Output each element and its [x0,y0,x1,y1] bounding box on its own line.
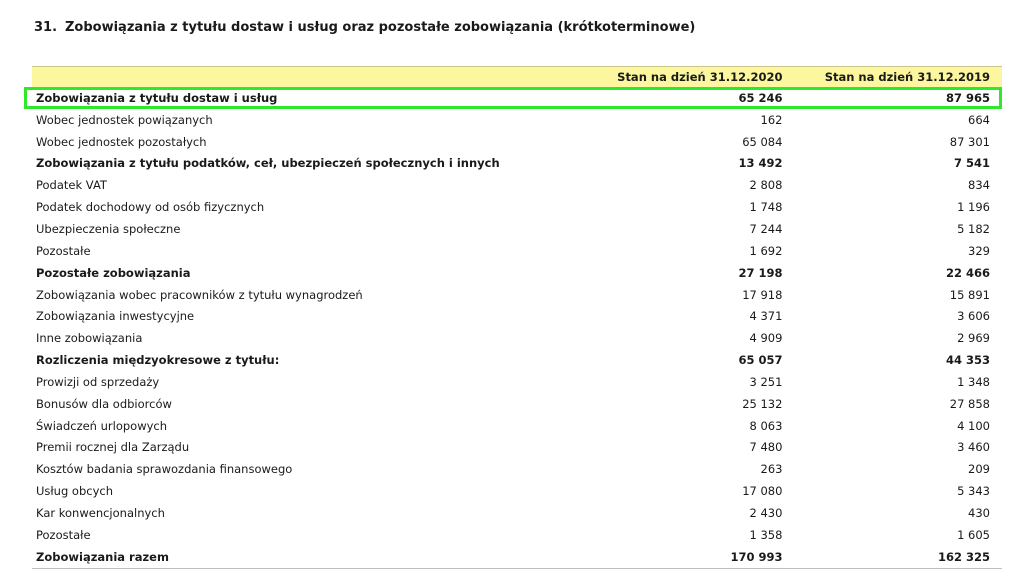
value-2019: 664 [968,112,990,127]
value-2020: 27 198 [738,265,783,280]
value-2020: 65 084 [742,134,783,149]
table-row [32,371,1002,393]
table-row [32,131,1002,153]
value-2020: 17 918 [742,287,783,302]
value-2020: 2 430 [749,505,783,520]
value-2019: 2 969 [957,331,990,346]
table-row [32,393,1002,415]
liabilities-table [32,66,1002,569]
note-heading [34,20,695,35]
value-2020: 162 [760,112,783,127]
row-label: Świadczeń urlopowych [36,418,168,433]
row-label: Wobec jednostek powiązanych [36,112,213,127]
value-2020: 4 909 [749,331,783,346]
value-2020: 13 492 [738,156,783,171]
value-2019: 3 460 [957,440,990,455]
table-row [32,349,1002,371]
value-2019: 834 [968,178,990,193]
table-row [32,196,1002,218]
note-number: 31. [34,20,58,35]
value-2020: 4 371 [749,309,783,324]
row-label: Zobowiązania inwestycyjne [36,309,195,324]
table-row [32,415,1002,437]
note-title: Zobowiązania z tytułu dostaw i usług oraz pozostałe zobowiązania (krótkoterminowe) [65,20,696,35]
row-label: Zobowiązania z tytułu podatków, ceł, ubezpieczeń społecznych i innych [36,156,500,171]
table-row [32,284,1002,306]
value-2020: 3 251 [749,374,783,389]
row-label: Zobowiązania razem [32,546,609,568]
value-2020: 1 692 [749,243,783,258]
row-label: Zobowiązania z tytułu dostaw i usług [36,90,278,105]
row-label: Podatek dochodowy od osób fizycznych [36,200,265,215]
table-row [32,437,1002,459]
value-2020: 65 057 [738,353,783,368]
table-row [32,240,1002,262]
row-label: Bonusów dla odbiorców [36,396,172,411]
value-2019: 1 605 [957,527,990,542]
table-row [32,502,1002,524]
value-2019: 4 100 [957,418,990,433]
value-2020: 170 993 [609,546,787,568]
row-label: Inne zobowiązania [36,331,143,346]
value-2019: 1 196 [957,200,990,215]
row-label: Pozostałe [36,527,91,542]
table-row [32,262,1002,284]
value-2019: 329 [968,243,990,258]
row-label: Ubezpieczenia społeczne [36,221,181,236]
table-row [32,153,1002,175]
row-label: Pozostałe [36,243,91,258]
value-2020: 1 748 [749,200,783,215]
value-2019: 22 466 [945,265,990,280]
value-2019: 87 301 [949,134,990,149]
row-label: Usług obcych [36,484,113,499]
row-label: Kosztów badania sprawozdania finansowego [36,462,293,477]
value-2019: 44 353 [945,353,990,368]
value-2019: 162 325 [786,546,1002,568]
value-2019: 15 891 [949,287,990,302]
value-2020: 25 132 [742,396,783,411]
value-2019: 430 [968,505,990,520]
value-2020: 7 244 [749,221,783,236]
value-2019: 5 343 [957,484,990,499]
table-row [32,524,1002,546]
value-2020: 8 063 [749,418,783,433]
value-2020: 17 080 [742,484,783,499]
value-2019: 87 965 [945,90,990,105]
value-2019: 5 182 [957,221,990,236]
table-row [32,458,1002,480]
row-label: Wobec jednostek pozostałych [36,134,207,149]
row-label: Pozostałe zobowiązania [36,265,191,280]
table-row [32,305,1002,327]
value-2020: 65 246 [738,90,783,105]
value-2019: 7 541 [953,156,990,171]
table-row [32,327,1002,349]
row-label: Kar konwencjonalnych [36,505,165,520]
row-label: Podatek VAT [36,178,107,193]
header-label-cell [32,67,609,88]
table-row [32,174,1002,196]
table-header-row [32,67,1002,88]
value-2019: 1 348 [957,374,990,389]
table-row [32,218,1002,240]
table-row [32,480,1002,502]
value-2020: 263 [760,462,783,477]
value-2020: 1 358 [749,527,783,542]
value-2020: 2 808 [749,178,783,193]
header-2020-cell: Stan na dzień 31.12.2020 [609,67,787,88]
value-2019: 209 [968,462,990,477]
row-label: Zobowiązania wobec pracowników z tytułu wynagrodzeń [36,287,363,302]
table-row [32,546,1002,568]
table-body [32,67,1002,569]
table-row [32,109,1002,131]
table-row [32,87,1002,109]
value-2019: 27 858 [949,396,990,411]
header-2019-cell: Stan na dzień 31.12.2019 [786,67,1002,88]
row-label: Premii rocznej dla Zarządu [36,440,190,455]
row-label: Rozliczenia międzyokresowe z tytułu: [36,353,280,368]
value-2019: 3 606 [957,309,990,324]
value-2020: 7 480 [749,440,783,455]
row-label: Prowizji od sprzedaży [36,374,160,389]
